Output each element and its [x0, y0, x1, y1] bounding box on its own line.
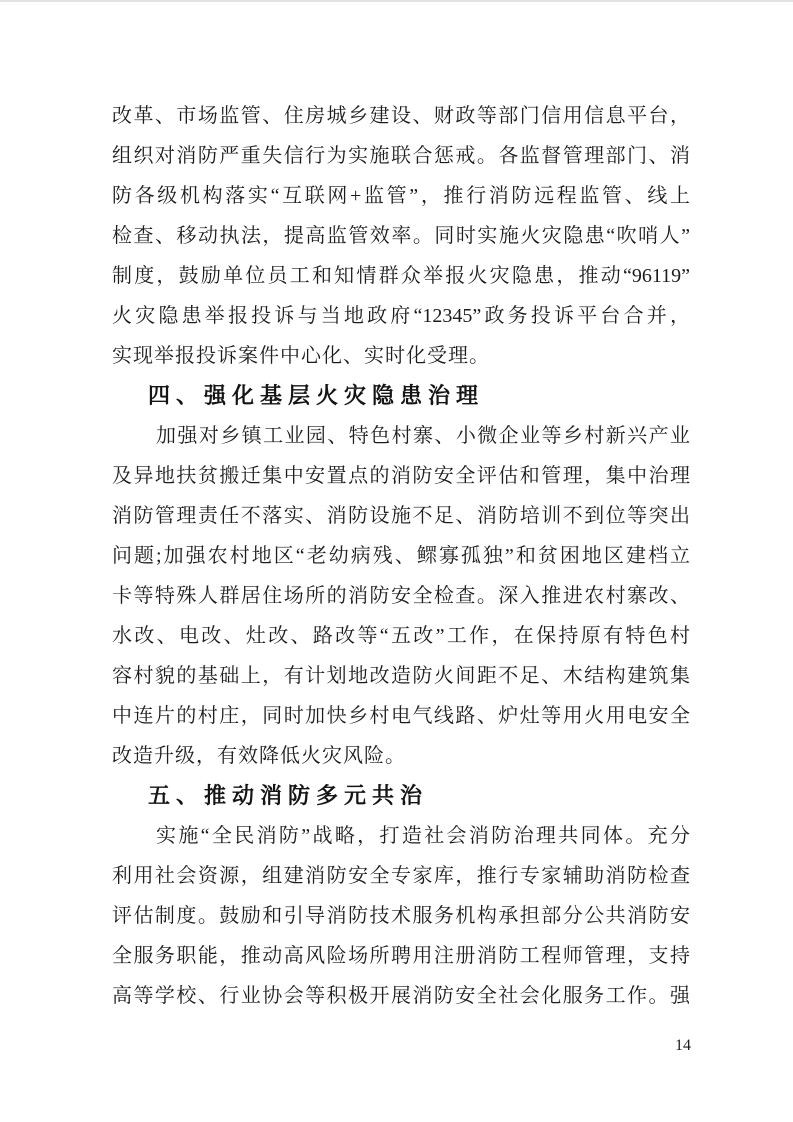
text-line: 防各级机构落实“互联网+监管”，推行消防远程监管、线上 — [112, 185, 690, 207]
text-line: 卡等特殊人群居住场所的消防安全检查。深入推进农村寨改、 — [112, 585, 690, 607]
section-heading: 五、推动消防多元共治 — [148, 783, 429, 808]
text-line: 制度，鼓励单位员工和知情群众举报火灾隐患，推动“96119” — [112, 265, 690, 287]
text-line: 消防管理责任不落实、消防设施不足、消防培训不到位等突出 — [112, 505, 690, 527]
text-line: 实现举报投诉案件中心化、实时化受理。 — [112, 345, 490, 367]
text-line: 及异地扶贫搬迁集中安置点的消防安全评估和管理，集中治理 — [112, 465, 690, 487]
text-line: 全服务职能，推动高风险场所聘用注册消防工程师管理，支持 — [112, 945, 690, 967]
text-line: 加强对乡镇工业园、特色村寨、小微企业等乡村新兴产业 — [156, 425, 690, 447]
text-line: 高等学校、行业协会等积极开展消防安全社会化服务工作。强 — [112, 985, 690, 1007]
text-line: 改革、市场监管、住房城乡建设、财政等部门信用信息平台， — [112, 105, 690, 127]
page-number: 14 — [675, 1037, 691, 1054]
text-line: 火灾隐患举报投诉与当地政府“12345”政务投诉平台合并， — [112, 305, 690, 327]
text-line: 改造升级，有效降低火灾风险。 — [112, 745, 406, 767]
text-line: 中连片的村庄，同时加快乡村电气线路、炉灶等用火用电安全 — [112, 705, 690, 727]
scan-edge-line — [0, 0, 793, 2]
text-line: 水改、电改、灶改、路改等“五改”工作，在保持原有特色村 — [112, 625, 690, 647]
section-heading: 四、强化基层火灾隐患治理 — [148, 383, 485, 408]
text-line: 容村貌的基础上，有计划地改造防火间距不足、木结构建筑集 — [112, 665, 690, 687]
text-line: 实施“全民消防”战略，打造社会消防治理共同体。充分 — [156, 825, 690, 847]
document-body — [112, 96, 690, 1016]
text-line: 评估制度。鼓励和引导消防技术服务机构承担部分公共消防安 — [112, 905, 690, 927]
text-line: 问题;加强农村地区“老幼病残、鳏寡孤独”和贫困地区建档立 — [112, 545, 690, 567]
text-line: 检查、移动执法，提高监管效率。同时实施火灾隐患“吹哨人” — [112, 225, 690, 247]
text-line: 利用社会资源，组建消防安全专家库，推行专家辅助消防检查 — [112, 865, 690, 887]
text-line: 组织对消防严重失信行为实施联合惩戒。各监督管理部门、消 — [112, 145, 690, 167]
